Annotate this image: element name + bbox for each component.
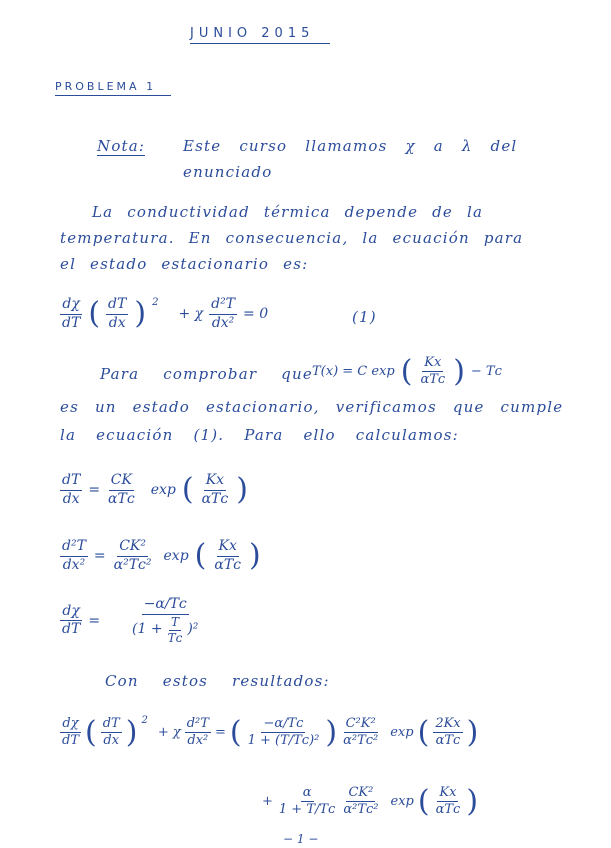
exp-label: exp: [163, 548, 189, 564]
denominator-prefix: (1 +: [132, 621, 163, 638]
fraction: [200, 472, 231, 508]
paragraph2-line3: la ecuación (1). Para ello calculamos:: [60, 426, 459, 444]
equation-d2T-dx2: [60, 538, 261, 574]
numerator: −α/Tᴄ: [261, 716, 305, 733]
paragraph1-line3: el estado estacionario es:: [60, 255, 309, 273]
numerator: CK: [109, 472, 134, 491]
page-number: − 1 −: [283, 832, 319, 846]
problem-heading: PROBLEMA 1: [55, 80, 171, 96]
denominator: dT: [62, 621, 81, 638]
denominator: αTᴄ: [435, 733, 461, 749]
fraction: [341, 785, 380, 819]
fraction: [112, 538, 154, 574]
denominator: αTᴄ: [201, 490, 229, 507]
denominator: dT: [62, 314, 81, 331]
paren: (: [194, 538, 207, 573]
denominator: dx: [62, 490, 80, 507]
equals: =: [93, 548, 106, 564]
equals-zero: = 0: [243, 306, 269, 322]
denominator: dx²: [62, 556, 86, 573]
fraction: [418, 355, 447, 389]
numerator: dT: [101, 716, 122, 733]
equation-dT-dx: [60, 472, 248, 508]
equation-1: [60, 296, 268, 332]
denominator: 1 + (T/Tᴄ)²: [247, 733, 320, 749]
paragraph2-line2: es un estado estacionario, verificamos que cumple: [60, 398, 564, 416]
temperature-formula: [312, 355, 502, 389]
numerator: Kx: [204, 472, 226, 491]
numerator: α: [301, 785, 314, 802]
exp-label: exp: [390, 725, 414, 741]
fraction: [101, 716, 122, 750]
denominator: dx: [103, 733, 120, 749]
numerator: dT: [60, 472, 82, 491]
equation-substitution: [60, 716, 478, 750]
numerator: d²T: [60, 538, 88, 557]
paren: (: [88, 296, 101, 331]
equals: =: [88, 612, 101, 629]
fraction: [166, 615, 185, 646]
formula-lhs: T(x) = C exp: [312, 364, 395, 380]
paren: ): [453, 353, 465, 389]
fraction: [246, 716, 322, 750]
paren: (: [417, 714, 430, 750]
formula-rhs: − Tᴄ: [470, 364, 502, 380]
paren: (: [229, 714, 242, 750]
numerator: Kx: [437, 785, 458, 802]
paren: ): [466, 714, 479, 750]
equals: =: [214, 725, 226, 741]
plus-term: + χ: [178, 306, 204, 322]
fraction: [60, 472, 82, 508]
numerator: Kx: [217, 538, 239, 557]
note-text-line1: Este curso llamamos χ a λ del: [183, 137, 518, 155]
paren: (: [181, 472, 194, 507]
denominator: α²Tᴄ²: [343, 733, 379, 749]
plus-term: + χ: [157, 725, 181, 741]
paren: ): [466, 783, 479, 819]
denominator: dT: [62, 733, 79, 749]
denominator: α²Tᴄ²: [343, 802, 379, 818]
numerator: dχ: [60, 603, 81, 622]
numerator: dT: [106, 296, 128, 315]
equation-dchi-dT: [60, 596, 200, 646]
fraction: [212, 538, 243, 574]
paragraph3: Con estos resultados:: [105, 672, 330, 690]
fraction: [341, 716, 380, 750]
paren: ): [125, 714, 138, 750]
fraction: [209, 296, 237, 332]
numerator: C²K²: [344, 716, 378, 733]
fraction: [60, 716, 81, 750]
numerator: dχ: [60, 716, 80, 733]
numerator: −α/Tᴄ: [142, 596, 189, 615]
exponent: 2: [152, 296, 159, 308]
denominator: Tᴄ: [167, 630, 183, 645]
numerator: dχ: [60, 296, 81, 315]
plus-sign: +: [262, 794, 273, 810]
numerator: T: [170, 614, 179, 629]
fraction: [185, 716, 211, 750]
denominator-suffix: )²: [187, 621, 199, 638]
note-text-line2: enunciado: [183, 163, 273, 181]
fraction: [60, 603, 82, 639]
paren: ): [134, 296, 147, 331]
numerator: 2Kx: [433, 716, 462, 733]
exp-label: exp: [390, 794, 414, 810]
exp-label: exp: [150, 482, 176, 498]
equation-tag: (1): [352, 308, 377, 326]
paren: (: [85, 714, 97, 750]
fraction: [60, 538, 88, 574]
paren: (: [417, 783, 430, 819]
numerator: Kx: [422, 355, 443, 372]
fraction: [106, 296, 128, 332]
paragraph1-line2: temperatura. En consecuencia, la ecuación para: [60, 229, 524, 247]
paragraph2-line1: Para comprobar que: [100, 365, 313, 383]
denominator: [130, 615, 200, 646]
equals: =: [88, 482, 101, 498]
denominator: αTᴄ: [435, 802, 461, 818]
fraction: [434, 785, 463, 819]
denominator: dx²: [187, 733, 209, 749]
fraction: [433, 716, 462, 750]
denominator: αTᴄ: [214, 556, 242, 573]
paragraph1-line1: La conductividad térmica depende de la: [92, 203, 484, 221]
paren: ): [236, 472, 248, 507]
paren: ): [249, 538, 261, 573]
denominator: 1 + T/Tᴄ: [278, 802, 336, 818]
numerator: CK²: [346, 785, 375, 802]
date-heading: JUNIO 2015: [190, 26, 330, 44]
numerator: CK²: [117, 538, 148, 557]
fraction: [277, 785, 337, 819]
fraction: [130, 596, 200, 646]
fraction: [60, 296, 82, 332]
exponent: 2: [141, 715, 148, 727]
paren: ): [325, 714, 338, 750]
paren: (: [400, 353, 413, 389]
equation-substitution-continued: [262, 785, 478, 819]
note-label: Nota:: [97, 137, 146, 155]
numerator: d²T: [185, 716, 211, 733]
denominator: dx: [108, 314, 126, 331]
denominator: α²Tᴄ²: [113, 556, 152, 573]
denominator: dx²: [211, 314, 235, 331]
numerator: d²T: [209, 296, 237, 315]
denominator: αTᴄ: [420, 372, 446, 388]
fraction: [106, 472, 137, 508]
denominator: αTᴄ: [108, 490, 135, 507]
